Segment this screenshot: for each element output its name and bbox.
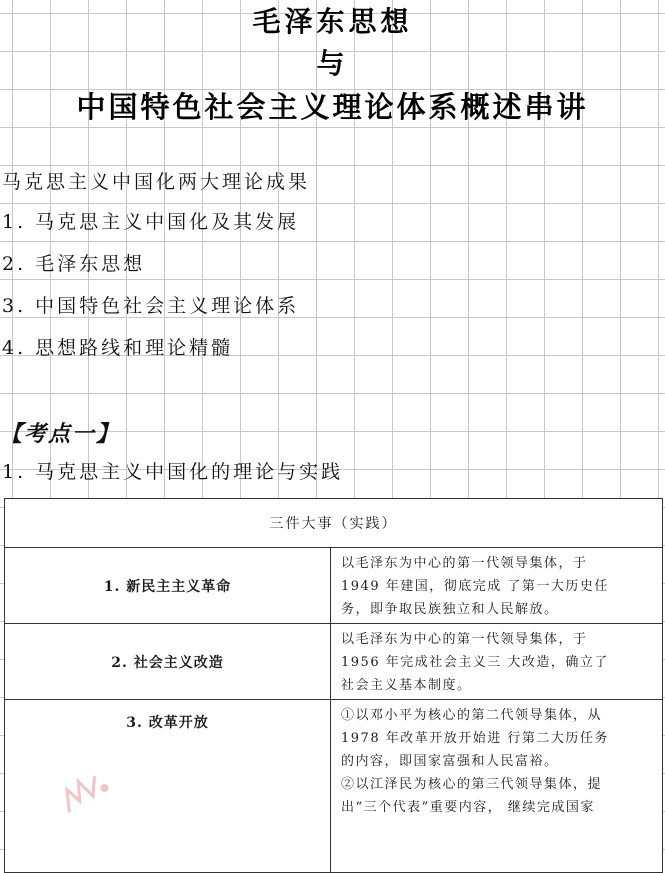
description-line: 社会主义基本制度。	[341, 678, 472, 693]
event-description	[331, 624, 663, 700]
description-line: ①以邓小平为核心的第二代领导集体，从	[341, 708, 603, 723]
outline-item: 4. 思想路线和理论精髓	[2, 337, 234, 359]
event-description	[331, 548, 663, 624]
description-line: 1978 年改革开放开始进 行第二大历任务	[341, 731, 609, 746]
table-header: 三件大事（实践）	[5, 499, 663, 548]
description-line: 出“三个代表”重要内容， 继续完成国家	[341, 800, 595, 815]
description-line: 1949 年建国，彻底完成 了第一大历史任	[341, 579, 609, 594]
description-line: 的内容，即国家富强和人民富裕。	[341, 754, 559, 769]
event-name: 3. 改革开放	[5, 700, 331, 873]
section-heading: 【考点一】	[0, 421, 121, 447]
description-line: 以毛泽东为中心的第一代领导集体，于	[341, 632, 588, 647]
title-line-1: 毛泽东思想	[252, 5, 413, 38]
outline-item: 马克思主义中国化两大理论成果	[2, 171, 311, 193]
outline-item: 2. 毛泽东思想	[2, 253, 146, 275]
event-name: 2. 社会主义改造	[5, 624, 331, 700]
table-row	[5, 624, 663, 700]
title-line-3: 中国特色社会主义理论体系概述串讲	[76, 90, 589, 124]
table-header-row	[5, 499, 663, 548]
description-line: ②以江泽民为核心的第三代领导集体，提	[341, 777, 603, 792]
title-line-2: 与	[316, 47, 349, 80]
description-line: 1956 年完成社会主义三 大改造，确立了	[341, 655, 609, 670]
event-description	[331, 700, 663, 873]
table-row	[5, 548, 663, 624]
description-line: 务，即争取民族独立和人民解放。	[341, 602, 559, 617]
outline-item: 3. 中国特色社会主义理论体系	[2, 295, 300, 317]
section-subheading: 1. 马克思主义中国化的理论与实践	[2, 461, 344, 483]
description-line: 以毛泽东为中心的第一代领导集体，于	[341, 556, 588, 571]
outline-item: 1. 马克思主义中国化及其发展	[2, 211, 300, 233]
event-name: 1. 新民主主义革命	[5, 548, 331, 624]
